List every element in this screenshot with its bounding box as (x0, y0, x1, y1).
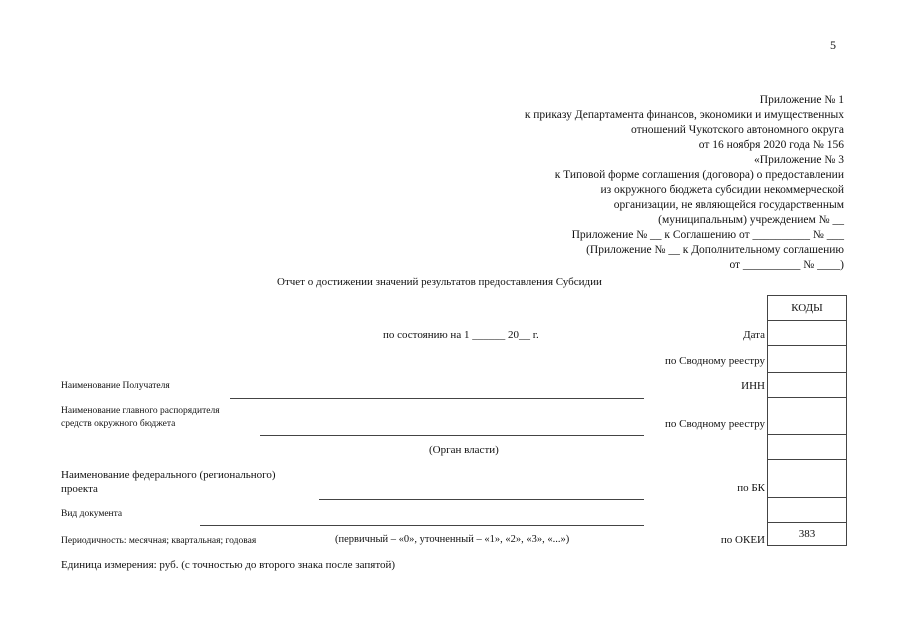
page-number: 5 (830, 38, 836, 52)
manager-field[interactable] (260, 435, 644, 436)
code-cell-inn[interactable] (768, 373, 847, 398)
code-cell-registry2[interactable] (768, 398, 847, 435)
header-line: от 16 ноября 2020 года № 156 (698, 139, 844, 151)
label-registry: по Сводному реестру (665, 355, 765, 367)
header-line: из окружного бюджета субсидии некоммерческой (600, 184, 844, 196)
header-line: организации, не являющейся государственным (613, 199, 844, 211)
doc-type-hint: (первичный – «0», уточненный – «1», «2», «3», «...») (335, 534, 570, 545)
code-cell-doctype[interactable] (768, 498, 847, 523)
header-line: от __________ № ____) (729, 259, 844, 271)
doc-type-field[interactable] (200, 525, 644, 526)
header-line: к Типовой форме соглашения (договора) о предоставлении (554, 169, 844, 181)
header-line: Приложение № __ к Соглашению от __________ № ___ (571, 229, 844, 241)
recipient-label: Наименование Получателя (61, 381, 170, 391)
code-cell-date[interactable] (768, 321, 847, 346)
header-line: (муниципальным) учреждением № __ (658, 214, 844, 226)
report-title: Отчет о достижении значений результатов предоставления Субсидии (277, 276, 602, 288)
doc-type-label: Вид документа (61, 509, 123, 519)
code-cell-bk[interactable] (768, 460, 847, 498)
project-field[interactable] (319, 499, 644, 500)
header-line: «Приложение № 3 (754, 154, 844, 166)
appendix-header (525, 93, 844, 273)
state-date-line: по состоянию на 1 ______ 20__ г. (383, 329, 539, 341)
label-okei: по ОКЕИ (720, 534, 765, 546)
authority-caption: (Орган власти) (429, 444, 499, 456)
header-line: (Приложение № __ к Дополнительному соглашению (586, 244, 844, 256)
header-line: Приложение № 1 (759, 94, 844, 106)
label-inn: ИНН (741, 380, 765, 392)
header-line: к приказу Департамента финансов, экономики и имущественных (524, 109, 844, 121)
codes-table (767, 295, 847, 546)
periodicity-label: Периодичность: месячная; квартальная; годовая (61, 536, 257, 546)
codes-header: КОДЫ (768, 296, 847, 321)
code-cell-authority[interactable] (768, 435, 847, 460)
code-cell-registry1[interactable] (768, 346, 847, 373)
manager-label: Наименование главного распорядителя средств окружного бюджета (61, 406, 220, 429)
label-bk: по БК (737, 482, 765, 494)
header-line: отношений Чукотского автономного округа (630, 124, 844, 136)
project-label: Наименование федерального (регионального) проекта (61, 469, 276, 495)
label-date: Дата (743, 329, 765, 341)
recipient-field[interactable] (230, 398, 644, 399)
label-registry: по Сводному реестру (665, 418, 765, 430)
code-cell-okei: 383 (768, 523, 847, 546)
unit-label: Единица измерения: руб. (с точностью до второго знака после запятой) (61, 559, 396, 571)
